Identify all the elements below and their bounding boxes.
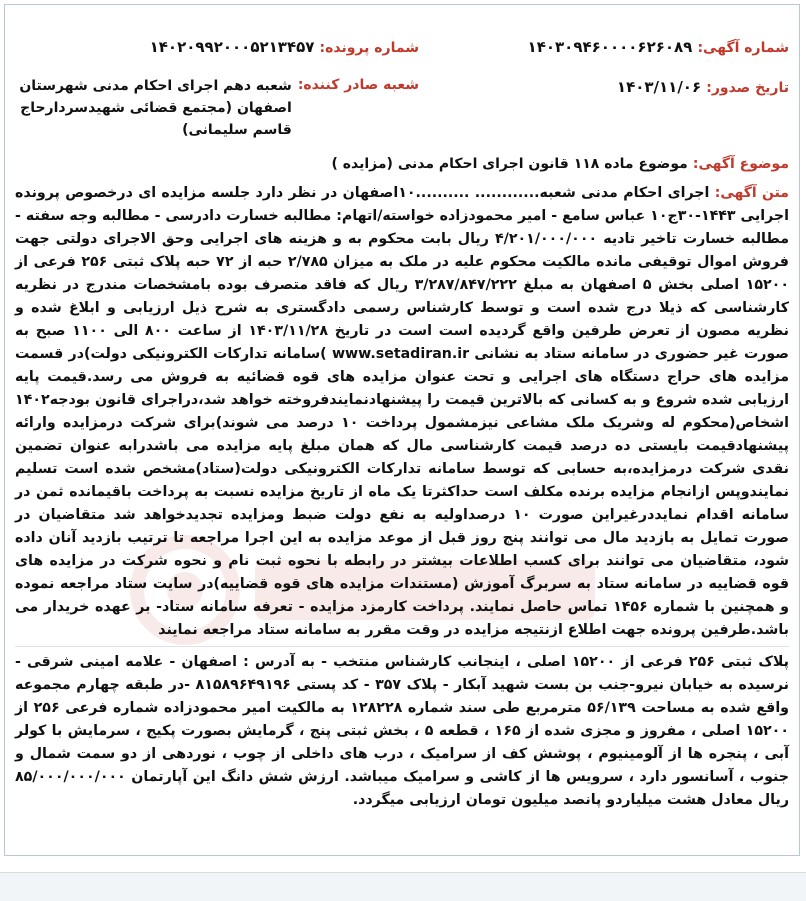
subject-row [332,153,790,172]
issue-date-label: تاریخ صدور: [706,80,789,96]
announcement-number-value: ۱۴۰۳۰۹۴۶۰۰۰۰۶۲۶۰۸۹ [527,38,693,56]
issue-date-row [617,77,789,96]
file-number-row [150,37,419,56]
body-text: اجرای احکام مدنی شعبه............ ..........۱۰اصفهان در نظر دارد جلسه مزایده ای درخصوص پرونده اجرایی ۱۴۴۳-۳۰ج۱۰ عباس سامع - امیر محمودزاده خواسته/اتهام: مطالبه خسارت دادرسی - مطالبه وجه سفته - مطالبه خسارت تاخیر تادیه ۴/۲۰۱/۰۰۰/۰۰۰ ریال بابت محکوم به و هزینه های اجرایی وحق الاجرای دولتی جهت فروش اموال توقیفی مانده مالکیت محکوم علیه در ملک به میزان ۲/۷۸۵ حبه از ۷۲ حبه پلاک ثبتی ۲۵۶ فرعی از ۱۵۲۰۰ اصلی بخش ۵ اصفهان به مبلغ ۳/۲۸۷/۸۴۷/۲۲۲ ریال که فاقد متصرف بوده بامشخصات مندرج در نظریه کارشناسی که ذیلا درج شده است و توسط کارشناس رسمی دادگستری به شرح ذیل ارزیابی و ابلاغ شده و نظریه مصون از تعرض طرفین واقع گردیده است است در تاریخ ۱۴۰۳/۱۱/۲۸ از ساعت ۸۰۰ الی ۱۱۰۰ صبح به صورت غیر حضوری در سامانه ستاد به نشانی www.setadiran.ir )سامانه تدارکات الکترونیکی دولت)در قسمت مزایده های حراج دستگاه های اجرایی و تحت عنوان مزایده های قوه قضائیه به فروش می رسد.قیمت پایه ارزیابی شده شروع و به کسانی که بالاترین قیمت را پیشنهادنمایندفروخته خواهد شد،دراجرای قانون بودجه۱۴۰۲ اشخاص(محکوم له وشریک ملک مشاعی نیزمشمول پرداخت ۱۰ درصد می شوند)برای شرکت درمزایده وارائه پیشنهادقیمت بایستی ده درصد قیمت کارشناسی مال که همان مبلغ پایه مزایده می باشدرابه عنوان تضمین نقدی شرکت درمزایده،به حسابی که توسط سامانه تدارکات الکترونیکی دولت(ستاد)مشخص شده است تسلیم نمایندوپس ازانجام مزایده برنده مکلف است حداکثرتا یک ماه از تاریخ مزایده نسبت به پرداخت باقیمانده ثمن در سامانه اقدام نمایددرغیراین صورت ۱۰ درصداولیه به نفع دولت ضبط ومزایده تجدیدخواهد شد متقاضیان در صورت تمایل به بازدید مال می توانند پنج روز قبل از موعد مزایده به این اجرا مراجعه تا ترتیب بازدید آنان داده شود، متقاضیان می توانند برای کسب اطلاعات بیشتر در رابطه با نحوه ثبت نام و نحوه شرکت در مزایده های قوه قضاییه در سامانه ستاد به سربرگ آموزش (مستندات مزایده های قوه قضاییه)در سایت ستاد مراجعه نموده و همچنین با شماره ۱۴۵۶ تماس حاصل نمایند. پرداخت کارمزد مزایده - تعرفه سامانه ستاد- بر عهده خریدار می باشد.طرفین پرونده جهت اطلاع ازنتیجه مزایده در وقت مقرر به سامانه ستاد مراجعه نمایند [15,185,789,638]
divider [15,646,789,647]
announcement-body [15,182,789,812]
announcement-frame [4,4,800,856]
subject-value: موضوع ماده ۱۱۸ قانون اجرای احکام مدنی (مزایده ) [331,156,688,172]
announcement-number-label: شماره آگهی: [697,40,789,56]
property-detail-text: پلاک ثبتی ۲۵۶ فرعی از ۱۵۲۰۰ اصلی ، اینجانب کارشناس منتخب - به آدرس : اصفهان - علامه امینی شرقی - نرسیده به خیابان نیرو-جنب بن بست شهید آبکار - پلاک ۳۵۷ - کد پستی ۸۱۵۸۹۶۴۹۱۹۶ -در طبقه چهارم مجموعه واقع شده به مساحت ۵۶/۱۳۹ مترمربع طی سند شماره ۱۲۸۲۲۸ به مالکیت امیر محمودزاده شماره فرعی ۲۵۶ از ۱۵۲۰۰ اصلی ، مفروز و مجزی شده از ۱۶۵ ، قطعه ۵ ، بخش ثبتی پنج ، گرمایش بصورت پکیج ، سرمایش با کولر آبی ، پنجره ها از آلومینیوم ، پوشش کف از سرامیک ، درب های داخلی از چوب ، نوردهی از دو سمت شمال و جنوب ، آسانسور دارد ، سرویس ها از کاشی و سرامیک میباشد. ارزش شش دانگ این آپارتمان ۸۵/۰۰۰/۰۰۰/۰۰۰ ریال معادل هشت میلیاردو پانصد میلیون تومان ارزیابی میگردد. [15,654,789,808]
subject-label: موضوع آگهی: [692,156,789,172]
body-paragraph [15,182,789,642]
file-number-value: ۱۴۰۲۰۹۹۲۰۰۰۵۲۱۳۴۵۷ [149,38,315,56]
issuer-row [19,77,419,141]
issuer-value: شعبه دهم اجرای احکام مدنی شهرستان اصفهان (مجتمع قضائی شهیدسردارحاج قاسم سلیمانی) [19,78,292,138]
text-label: متن آگهی: [714,185,789,201]
file-number-label: شماره پرونده: [319,40,419,56]
issue-date-value: ۱۴۰۳/۱۱/۰۶ [616,78,702,96]
bottom-bar [0,872,806,901]
issuer-label: شعبه صادر کننده: [297,77,419,93]
announcement-number-row [528,37,789,56]
